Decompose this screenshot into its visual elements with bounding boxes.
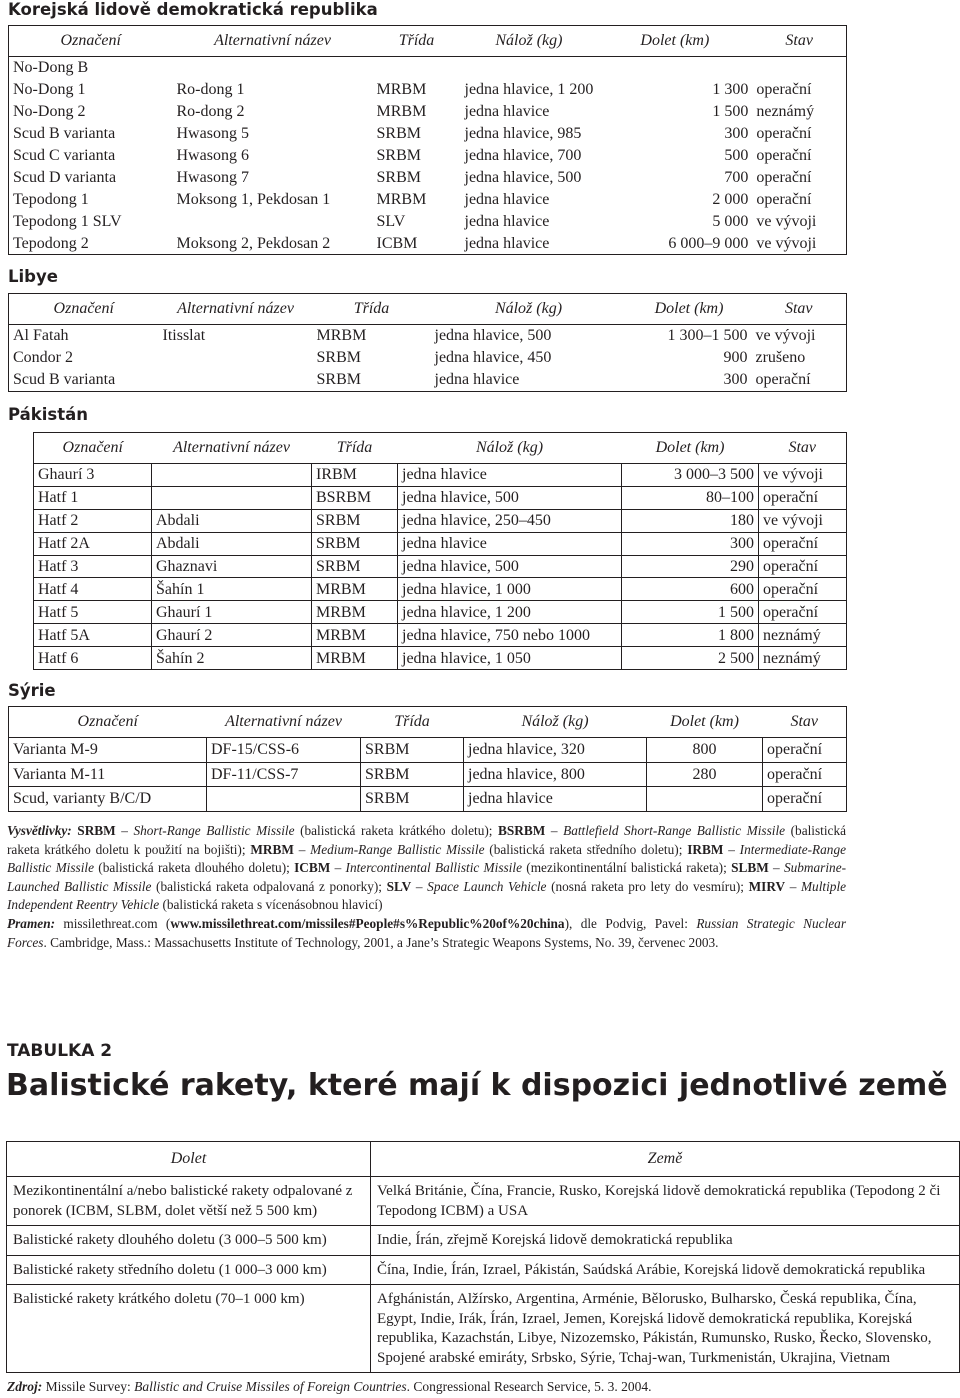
- cell-class: SRBM: [376, 168, 421, 186]
- cell-status: operační: [755, 371, 811, 389]
- cell-alt-name: [159, 347, 313, 369]
- missile-table-kldr: [8, 25, 847, 255]
- cell-class: [373, 57, 461, 79]
- cell-status: ve vývoji: [759, 509, 847, 532]
- cell-alt-name: Moksong 1, Pekdosan 1: [176, 190, 331, 208]
- cell-status: ve vývoji: [755, 327, 816, 345]
- cell-status: ve vývoji: [759, 464, 847, 487]
- cell-alt-name: [159, 369, 313, 391]
- cell-class: MRBM: [312, 647, 398, 670]
- cell-range: 80–100: [622, 486, 759, 509]
- cell-range: 600: [622, 578, 759, 601]
- section-title-pakistan: Pákistán: [8, 405, 89, 424]
- cell-range: Balistické rakety středního doletu (1 000–3 000 km): [7, 1255, 371, 1285]
- cell-alt-name: Ghaurí 1: [152, 601, 312, 624]
- cell-payload: jedna hlavice, 700: [464, 147, 582, 164]
- cell-class: IRBM: [312, 464, 398, 487]
- cell-designation: Hatf 3: [34, 555, 152, 578]
- cell-range: 280: [647, 762, 763, 787]
- col-header-range: Dolet (km): [647, 707, 763, 738]
- cell-designation: No-Dong 2: [13, 103, 86, 121]
- cell-alt-name: Itisslat: [162, 327, 206, 345]
- table-row: [9, 166, 847, 188]
- cell-range: 2 000: [712, 190, 749, 208]
- sources-link[interactable]: www.missilethreat.com/missiles#People#s%Republic%20of%20china: [170, 915, 565, 931]
- cell-designation: Hatf 4: [34, 578, 152, 601]
- col-header-alt-name: Alternativní název: [152, 433, 312, 464]
- cell-range: 5 000: [712, 212, 749, 230]
- cell-range: 1 300: [712, 81, 749, 99]
- cell-status: neznámý: [756, 103, 815, 121]
- cell-status: operační: [756, 81, 812, 99]
- table-row: [9, 787, 847, 812]
- cell-status: ve vývoji: [756, 212, 817, 230]
- cell-payload: [461, 57, 598, 79]
- cell-designation: Scud D varianta: [13, 168, 117, 186]
- range-countries-table: [6, 1141, 960, 1373]
- cell-range: 900: [723, 349, 748, 367]
- col-header-alt-name: Alternativní název: [159, 294, 313, 325]
- cell-payload: jedna hlavice, 500: [398, 555, 622, 578]
- table-header-row: [34, 433, 847, 464]
- cell-designation: Ghaurí 3: [34, 464, 152, 487]
- col-header-class: Třída: [312, 433, 398, 464]
- cell-status: operační: [759, 601, 847, 624]
- col-header-payload: Nálož (kg): [464, 707, 647, 738]
- cell-class: SRBM: [361, 787, 464, 812]
- cell-payload: jedna hlavice: [398, 464, 622, 487]
- cell-designation: Hatf 6: [34, 647, 152, 670]
- cell-range: 1 500: [622, 601, 759, 624]
- cell-class: MRBM: [312, 601, 398, 624]
- cell-status: operační: [759, 578, 847, 601]
- table-row: [9, 347, 847, 369]
- table-row: [9, 101, 847, 123]
- cell-range: 2 500: [622, 647, 759, 670]
- cell-payload: jedna hlavice, 800: [464, 762, 647, 787]
- cell-alt-name: Šahín 1: [152, 578, 312, 601]
- cell-range: 180: [622, 509, 759, 532]
- cell-status: operační: [763, 787, 847, 812]
- table-row: [34, 601, 847, 624]
- col-header-range: Dolet (km): [597, 26, 752, 57]
- cell-range: Balistické rakety krátkého doletu (70–1 000 km): [7, 1285, 371, 1373]
- table-row: [34, 532, 847, 555]
- col-header-class: Třída: [373, 26, 461, 57]
- cell-payload: jedna hlavice, 1 200: [464, 81, 594, 99]
- cell-range: 800: [647, 738, 763, 763]
- cell-alt-name: Ghaurí 2: [152, 624, 312, 647]
- legend-item: MIRV – Multiple Independent Reentry Vehicle (balistická raketa s vícenásobnou hlavicí): [7, 878, 847, 913]
- cell-payload: jedna hlavice: [464, 212, 550, 230]
- cell-designation: Varianta M-9: [9, 738, 207, 763]
- table-row: [9, 762, 847, 787]
- cell-designation: Hatf 5A: [34, 624, 152, 647]
- cell-alt-name: [152, 486, 312, 509]
- cell-designation: Hatf 5: [34, 601, 152, 624]
- cell-status: operační: [759, 532, 847, 555]
- table-row: [9, 123, 847, 145]
- cell-class: SRBM: [361, 762, 464, 787]
- cell-designation: Varianta M-11: [9, 762, 207, 787]
- col-header-range: Dolet: [7, 1142, 371, 1177]
- table-row: [9, 325, 847, 347]
- cell-range: 1 300–1 500: [667, 327, 748, 345]
- col-header-alt-name: Alternativní název: [173, 26, 373, 57]
- col-header-range: Dolet (km): [627, 294, 752, 325]
- cell-alt-name: Abdali: [152, 509, 312, 532]
- table-row: [7, 1285, 960, 1373]
- cell-class: MRBM: [316, 327, 367, 345]
- legend-item: MRBM – Medium-Range Ballistic Missile (balistická raketa středního doletu);: [250, 841, 683, 857]
- cell-class: MRBM: [312, 624, 398, 647]
- table-header-row: [9, 707, 847, 738]
- col-header-class: Třída: [313, 294, 431, 325]
- cell-alt-name: Ro-dong 2: [176, 103, 245, 121]
- cell-status: zrušeno: [755, 349, 806, 367]
- cell-payload: jedna hlavice, 985: [464, 125, 582, 143]
- cell-class: ICBM: [376, 234, 418, 252]
- cell-range: 700: [724, 168, 749, 186]
- table2-label: TABULKA 2: [7, 1041, 113, 1061]
- legend-item: IRBM – Intermediate-Range Ballistic Missile (balistická raketa dlouhého doletu);: [7, 841, 847, 876]
- legend-item: SRBM – Short-Range Ballistic Missile (balistická raketa krátkého doletu);: [77, 823, 493, 838]
- cell-class: SLV: [376, 212, 406, 230]
- table-row: [9, 188, 847, 210]
- cell-range: 500: [724, 147, 749, 164]
- cell-range: Balistické rakety dlouhého doletu (3 000–5 500 km): [7, 1226, 371, 1256]
- section-title-syrie: Sýrie: [8, 681, 56, 700]
- table-row: [34, 555, 847, 578]
- cell-designation: Al Fatah: [13, 327, 69, 345]
- col-header-payload: Nálož (kg): [461, 26, 598, 57]
- cell-designation: Tepodong 1 SLV: [13, 212, 122, 230]
- cell-status: operační: [756, 168, 812, 186]
- col-header-countries: Země: [371, 1142, 960, 1177]
- legend-item: BSRBM – Battlefield Short-Range Ballistic Missile (balistická raketa krátkého doletu k použití na bojišti);: [7, 823, 847, 857]
- table-row: [34, 578, 847, 601]
- table-header-row: [9, 294, 847, 325]
- cell-class: SRBM: [316, 349, 361, 367]
- cell-designation: Tepodong 1: [13, 190, 89, 208]
- cell-payload: jedna hlavice, 1 050: [398, 647, 622, 670]
- cell-countries: Indie, Írán, zřejmě Korejská lidově demokratická republika: [371, 1226, 960, 1256]
- table-row: [7, 1177, 960, 1226]
- cell-alt-name: DF-11/CSS-7: [207, 762, 361, 787]
- cell-payload: jedna hlavice: [434, 371, 520, 389]
- col-header-status: Stav: [752, 26, 846, 57]
- cell-alt-name: Ro-dong 1: [176, 81, 245, 99]
- legend-item: ICBM – Intercontinental Ballistic Missile (mezikontinentální balistická raketa);: [294, 860, 727, 876]
- table-row: [9, 145, 847, 167]
- table-row: [7, 1255, 960, 1285]
- table-row: [9, 79, 847, 101]
- cell-designation: Condor 2: [13, 349, 73, 367]
- cell-alt-name: Abdali: [152, 532, 312, 555]
- table-row: [7, 1226, 960, 1256]
- cell-status: [752, 57, 846, 79]
- cell-alt-name: [152, 464, 312, 487]
- legend-item: SLV – Space Launch Vehicle (nosná raketa pro lety do vesmíru);: [386, 878, 744, 894]
- col-header-designation: Označení: [9, 707, 207, 738]
- cell-payload: jedna hlavice, 1 000: [398, 578, 622, 601]
- cell-payload: jedna hlavice, 750 nebo 1000: [398, 624, 622, 647]
- table-header-row: [9, 26, 847, 57]
- table-row: [34, 647, 847, 670]
- cell-class: MRBM: [376, 103, 427, 121]
- cell-payload: jedna hlavice: [464, 190, 550, 208]
- cell-designation: Scud B varianta: [13, 371, 116, 389]
- table-row: [9, 232, 847, 254]
- table-row: [34, 509, 847, 532]
- table-row: [34, 464, 847, 487]
- cell-designation: Scud B varianta: [13, 125, 116, 143]
- col-header-alt-name: Alternativní název: [207, 707, 361, 738]
- abbreviation-notes: Vysvětlivky: SRBM – Short-Range Ballistic Missile (balistická raketa krátkého doletu); BSRBM – Battlefield Short-Range Ballistic Missile (balistická raketa krátkého doletu k použití na bojišti); MRBM – Medium-Range Ballistic Missile (balistická raketa středního doletu); IRBM – Intermediate-Range Ballistic Missile (balistická raketa dlouhého doletu); ICBM – Intercontinental Ballistic Missile (mezikontinentální balistická raketa); SLBM – Submarine-Launched Ballistic Missile (balistická raketa odpalovaná z ponorky); SLV – Space Launch Vehicle (nosná raketa pro lety do vesmíru); MIRV – Multiple Independent Reentry Vehicle (balistická raketa s vícenásobnou hlavicí) Pramen: missilethreat.com (www.missilethreat.com/missiles#People#s%Republic%20of%20china), dle Podvig, Pavel: Russian Strategic Nuclear Forces. Cambridge, Mass.: Massachusetts Institute of Technology, 2001, a Jane’s Strategic Weapons Systems, No. 39, červenec 2003.: [7, 823, 847, 950]
- cell-class: SRBM: [361, 738, 464, 763]
- cell-status: operační: [759, 486, 847, 509]
- table-row: [34, 624, 847, 647]
- cell-alt-name: DF-15/CSS-6: [207, 738, 361, 763]
- cell-status: operační: [763, 762, 847, 787]
- cell-status: operační: [756, 125, 812, 143]
- cell-status: ve vývoji: [756, 234, 817, 252]
- table2-source: Zdroj: Missile Survey: Ballistic and Cruise Missiles of Foreign Countries. Congressional Research Service, 5. 3. 2004.: [7, 1379, 652, 1394]
- cell-alt-name: [173, 57, 373, 79]
- cell-designation: Tepodong 2: [13, 234, 89, 252]
- col-header-status: Stav: [752, 294, 847, 325]
- cell-range: 300: [723, 371, 748, 389]
- cell-payload: jedna hlavice, 320: [464, 738, 647, 763]
- cell-range: 1 800: [622, 624, 759, 647]
- cell-class: SRBM: [312, 532, 398, 555]
- cell-alt-name: Hwasong 6: [176, 147, 249, 164]
- missile-table-libye: [8, 293, 847, 392]
- cell-range: 290: [622, 555, 759, 578]
- cell-designation: No-Dong B: [13, 59, 89, 77]
- section-title-libye: Libye: [8, 267, 58, 286]
- cell-countries: Čína, Indie, Írán, Izrael, Pákistán, Saúdská Arábie, Korejská lidově demokratická republika: [371, 1255, 960, 1285]
- cell-countries: Afghánistán, Alžírsko, Argentina, Arménie, Bělorusko, Bulharsko, Česká republika, Čína, Egypt, Indie, Irák, Írán, Izrael, Jemen, Korejská lidově demokratická republika, Korejská republika, Kazachstán, Libye, Nizozemsko, Pákistán, Rumunsko, Rusko, Řecko, Slovensko, Spojené arabské emiráty, Srbsko, Sýrie, Tchaj-wan, Turkmenistán, Ukrajina, Vietnam: [377, 1291, 932, 1366]
- col-header-status: Stav: [759, 433, 847, 464]
- cell-class: SRBM: [312, 555, 398, 578]
- cell-payload: jedna hlavice, 500: [464, 168, 582, 186]
- cell-class: SRBM: [376, 125, 421, 143]
- cell-status: operační: [756, 190, 812, 208]
- cell-status: neznámý: [759, 624, 847, 647]
- sources-note: Pramen: missilethreat.com (www.missilethreat.com/missiles#People#s%Republic%20of%20china), dle Podvig, Pavel: Russian Strategic Nuclear Forces. Cambridge, Mass.: Massachusetts Institute of Technology, 2001, a Jane’s Strategic Weapons Systems, No. 39, červenec 2003.: [7, 915, 847, 950]
- cell-payload: jedna hlavice, 500: [434, 327, 552, 345]
- cell-designation: Hatf 2A: [34, 532, 152, 555]
- col-header-payload: Nálož (kg): [398, 433, 622, 464]
- col-header-range: Dolet (km): [622, 433, 759, 464]
- legend-items: [7, 823, 846, 912]
- cell-payload: jedna hlavice, 450: [434, 349, 552, 367]
- cell-class: BSRBM: [312, 486, 398, 509]
- cell-range: 300: [622, 532, 759, 555]
- cell-range: 1 500: [712, 103, 749, 121]
- cell-class: SRBM: [376, 147, 421, 164]
- table-header-row: [7, 1142, 960, 1177]
- cell-status: operační: [759, 555, 847, 578]
- table2-title: Balistické rakety, které mají k dispozici jednotlivé země: [6, 1068, 948, 1103]
- col-header-designation: Označení: [9, 294, 159, 325]
- section-title-kldr: Korejská lidově demokratická republika: [8, 0, 378, 19]
- cell-class: MRBM: [376, 81, 427, 99]
- cell-designation: Hatf 1: [34, 486, 152, 509]
- col-header-class: Třída: [361, 707, 464, 738]
- cell-class: SRBM: [316, 371, 361, 389]
- legend-item: SLBM – Submarine-Launched Ballistic Missile (balistická raketa odpalovaná z ponorky);: [7, 860, 847, 894]
- cell-alt-name: [207, 787, 361, 812]
- cell-designation: Hatf 2: [34, 509, 152, 532]
- col-header-designation: Označení: [34, 433, 152, 464]
- cell-alt-name: [173, 210, 373, 232]
- cell-range: 6 000–9 000: [668, 234, 749, 252]
- table-row: [9, 369, 847, 391]
- cell-payload: jedna hlavice, 250–450: [398, 509, 622, 532]
- cell-range: 300: [724, 125, 749, 143]
- cell-class: MRBM: [312, 578, 398, 601]
- table-row: [9, 57, 847, 79]
- cell-class: SRBM: [312, 509, 398, 532]
- cell-range: [647, 787, 763, 812]
- cell-payload: jedna hlavice: [398, 532, 622, 555]
- col-header-payload: Nálož (kg): [431, 294, 627, 325]
- col-header-designation: Označení: [9, 26, 173, 57]
- cell-designation: Scud C varianta: [13, 147, 116, 164]
- cell-status: operační: [756, 147, 812, 164]
- cell-alt-name: Moksong 2, Pekdosan 2: [176, 234, 331, 252]
- cell-status: operační: [763, 738, 847, 763]
- col-header-status: Stav: [763, 707, 847, 738]
- cell-payload: jedna hlavice, 500: [398, 486, 622, 509]
- missile-table-syrie: [8, 706, 847, 812]
- cell-class: MRBM: [376, 190, 427, 208]
- cell-alt-name: Hwasong 7: [176, 168, 249, 186]
- cell-designation: Scud, varianty B/C/D: [9, 787, 207, 812]
- cell-payload: jedna hlavice: [464, 103, 550, 121]
- cell-range: Mezikontinentální a/nebo balistické rakety odpalované z ponorek (ICBM, SLBM, dolet větší než 5 500 km): [7, 1177, 371, 1226]
- cell-payload: jedna hlavice: [464, 787, 647, 812]
- cell-countries: Velká Británie, Čína, Francie, Rusko, Korejská lidově demokratická republika (Tepodong 2 či Tepodong ICBM) a USA: [371, 1177, 960, 1226]
- cell-alt-name: Hwasong 5: [176, 125, 249, 143]
- cell-range: [597, 57, 752, 79]
- cell-range: 3 000–3 500: [622, 464, 759, 487]
- cell-payload: jedna hlavice: [464, 234, 550, 252]
- missile-table-pakistan: [33, 432, 847, 670]
- table-row: [34, 486, 847, 509]
- table-row: [9, 210, 847, 232]
- cell-designation: No-Dong 1: [13, 81, 86, 99]
- cell-status: neznámý: [759, 647, 847, 670]
- cell-alt-name: Ghaznavi: [152, 555, 312, 578]
- cell-payload: jedna hlavice, 1 200: [398, 601, 622, 624]
- cell-alt-name: Šahín 2: [152, 647, 312, 670]
- table-row: [9, 738, 847, 763]
